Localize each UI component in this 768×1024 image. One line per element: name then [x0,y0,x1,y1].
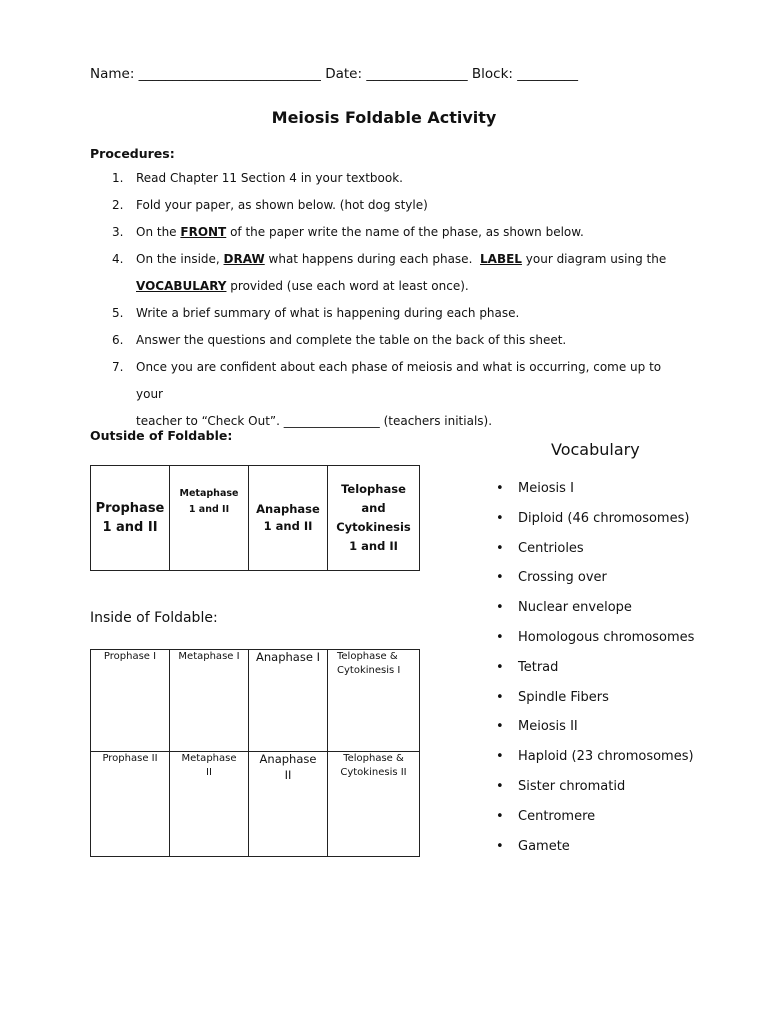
inside-cell-anaphase-1: Anaphase I [249,650,328,752]
inside-cell-telophase-2: Telophase & Cytokinesis II [328,752,420,857]
vocab-item: • Homologous chromosomes [496,623,694,653]
inside-cell-telophase-1: Telophase & Cytokinesis I [328,650,420,752]
inside-cell-metaphase-1: Metaphase I [170,650,249,752]
procedure-step-4: 4. On the inside, DRAW what happens during each phase. LABEL your diagram using the VOCABULARY provided (use each word at least once). [112,252,667,293]
vocabulary-keyword: VOCABULARY [136,279,227,293]
vocab-item: • Centromere [496,802,694,832]
vocab-item: • Gamete [496,832,694,862]
vocabulary-heading: Vocabulary [551,440,640,459]
vocab-item: • Nuclear envelope [496,593,694,623]
procedure-step-3: 3. On the FRONT of the paper write the name of the phase, as shown below. [112,225,584,239]
inside-cell-prophase-2: Prophase II [91,752,170,857]
inside-foldable-heading: Inside of Foldable: [90,610,218,626]
procedure-step-1: 1. Read Chapter 11 Section 4 in your textbook. [112,171,403,185]
procedure-step-6: 6. Answer the questions and complete the table on the back of this sheet. [112,333,567,347]
outside-cell-prophase: Prophase 1 and II [91,466,170,571]
label-keyword: LABEL [480,252,522,266]
outside-foldable-heading: Outside of Foldable: [90,428,233,443]
inside-cell-anaphase-2: Anaphase II [249,752,328,857]
procedure-step-7: 7. Once you are confident about each phase of meiosis and what is occurring, come up to your teacher to “Check Out”. ________________ (teachers initials). [112,360,662,428]
vocab-item: • Centrioles [496,534,694,564]
inside-cell-metaphase-2: Metaphase II [170,752,249,857]
outside-cell-anaphase: Anaphase 1 and II [249,466,328,571]
inside-foldable-table [90,649,420,857]
procedures-list [112,165,672,435]
vocabulary-list [496,474,694,861]
name-field-label: Name: ___________________________ [90,66,321,82]
vocab-item: • Spindle Fibers [496,683,694,713]
procedure-step-5: 5. Write a brief summary of what is happening during each phase. [112,306,520,320]
vocab-item: • Crossing over [496,563,694,593]
outside-foldable-table [90,465,420,571]
vocab-item: • Diploid (46 chromosomes) [496,504,694,534]
procedures-heading: Procedures: [90,146,175,161]
vocab-item: • Sister chromatid [496,772,694,802]
vocab-item: • Meiosis II [496,712,694,742]
front-keyword: FRONT [180,225,227,239]
outside-cell-telophase: Telophase and Cytokinesis 1 and II [328,466,420,571]
vocab-item: • Meiosis I [496,474,694,504]
student-info-line [90,66,578,82]
date-field-label: Date: _______________ [325,66,468,82]
procedure-step-2: 2. Fold your paper, as shown below. (hot dog style) [112,198,428,212]
block-field-label: Block: _________ [471,66,578,82]
vocab-item: • Haploid (23 chromosomes) [496,742,694,772]
outside-cell-metaphase: Metaphase 1 and II [170,466,249,571]
page-title: Meiosis Foldable Activity [271,108,497,127]
inside-cell-prophase-1: Prophase I [91,650,170,752]
draw-keyword: DRAW [223,252,265,266]
vocab-item: • Tetrad [496,653,694,683]
